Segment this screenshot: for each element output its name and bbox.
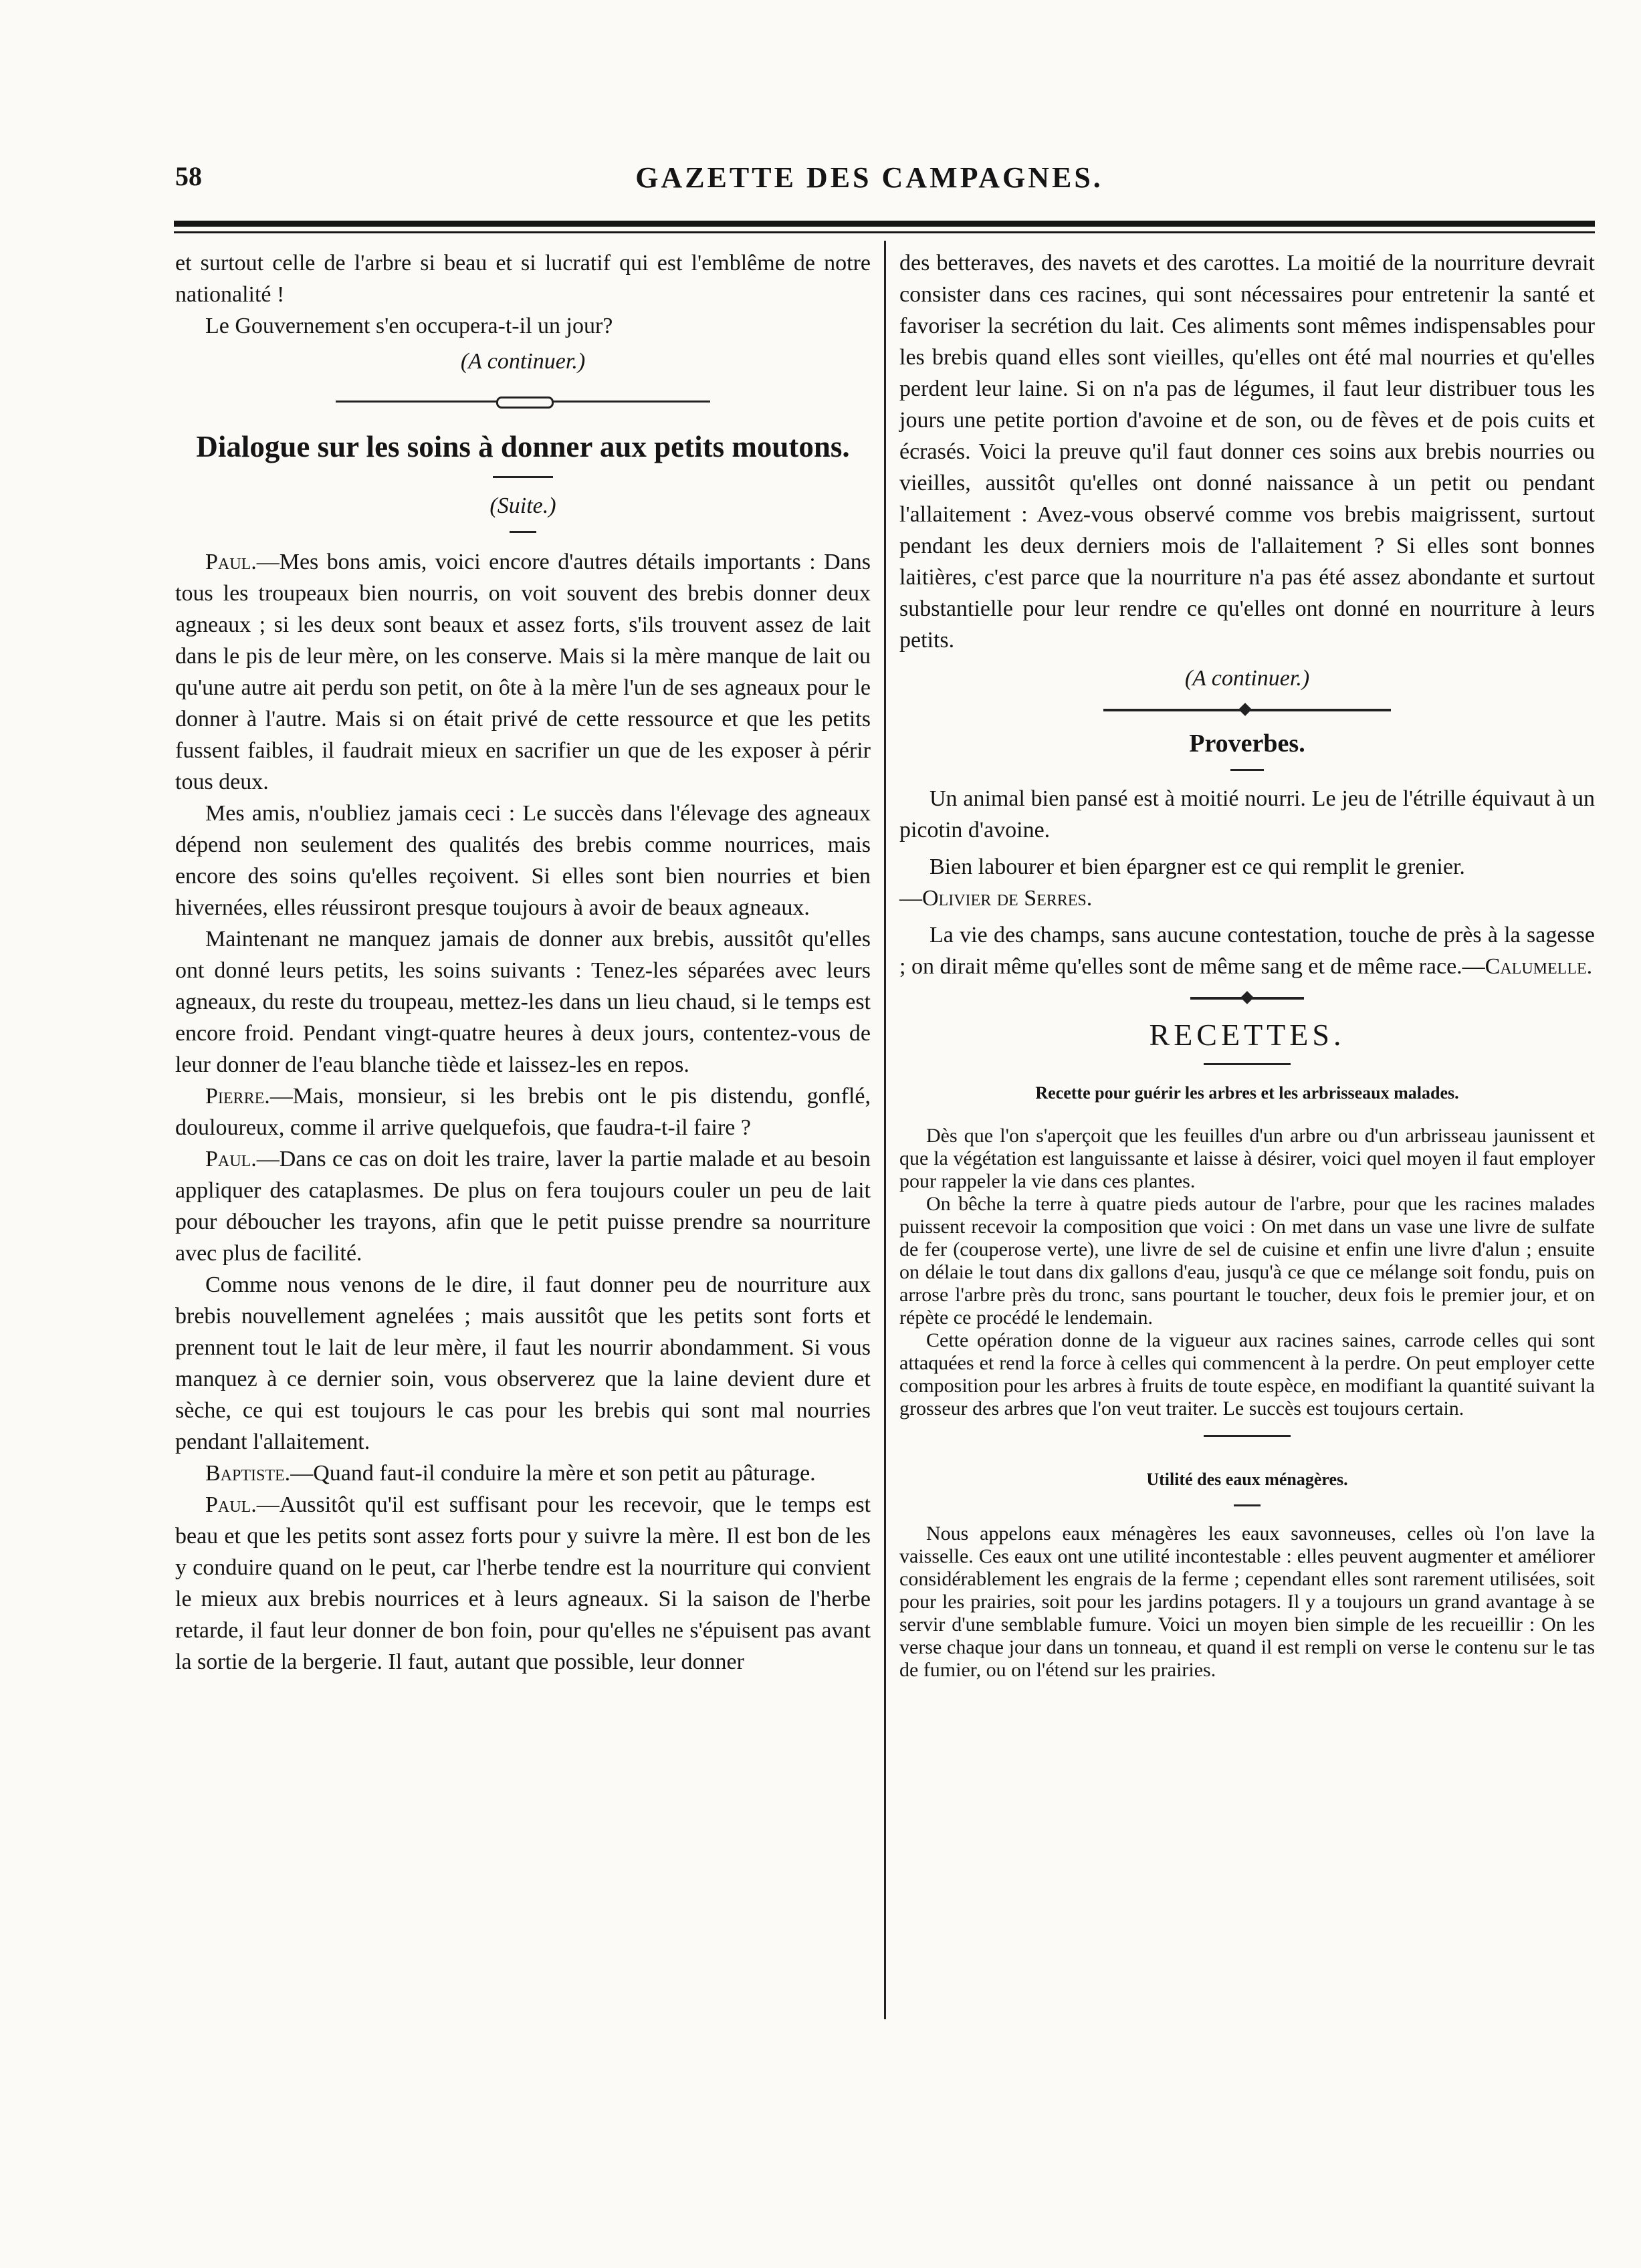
intro-paragraph: et surtout celle de l'arbre si beau et si lucratif qui est l'emblême de notre nationalité ! — [175, 251, 871, 307]
section-title-recettes: RECETTES. — [1149, 1018, 1345, 1052]
proverb: Un animal bien pansé est à moitié nourri. Le jeu de l'étrille équivaut à un picotin d'avoine. — [899, 786, 1595, 842]
suite-rule — [510, 531, 536, 533]
paragraph: Mes amis, n'oubliez jamais ceci : Le succès dans l'élevage des agneaux dépend non seulement des qualités des brebis comme nourrices, mais encore des soins qu'elles reçoivent. Si elles sont bien nourries et bien hivernées, elles réussiront presque toujours à avoir de beaux agneaux. — [175, 801, 871, 920]
speaker: Paul. — [205, 1492, 257, 1517]
continuation-note: (A continuer.) — [460, 349, 586, 374]
header-rule-thick — [174, 221, 1595, 227]
speaker: Paul. — [205, 550, 257, 574]
title-rule — [493, 476, 553, 478]
intro-paragraph-2: Le Gouvernement s'en occupera-t-il un jour? — [205, 314, 613, 338]
paragraph: Paul.—Dans ce cas on doit les traire, laver la partie malade et au besoin appliquer des cataplasmes. De plus on fera toujours couler un peu de lait pour déboucher les trayons, afin que le petit puisse prendre sa nourriture avec plus de facilité. — [175, 1147, 871, 1266]
article-title: Dialogue sur les soins à donner aux petits moutons. — [196, 430, 850, 463]
section-divider — [1103, 709, 1391, 711]
left-column — [175, 247, 871, 1678]
speaker: Pierre. — [205, 1084, 270, 1109]
column-divider — [884, 241, 886, 2019]
paragraph: des betteraves, des navets et des carottes. La moitié de la nourriture devrait consister dans ces racines, qui sont nécessaires pour entretenir la santé et favoriser la secrétion du lait. Ces aliments sont mêmes indispensables pour les brebis quand elles sont vieilles, qu'elles ont été mal nourries et qu'elles perdent leur laine. Si on n'a pas de légumes, il faut leur distribuer tous les jours une petite portion d'avoine et de son, ou de fèves et de pois cuits et écrasés. Voici la preuve qu'il faut donner ces soins aux brebis nourries ou vieilles, aussitôt qu'elles ont donné naissance à un petit ou pendant l'allaitement : Avez-vous observé comme vos brebis maigrissent, surtout pendant les deux derniers mois de l'allaitement ? Si elles sont bonnes laitières, c'est parce que la nourriture n'a pas été assez abondante et surtout substantielle pour leur rendre ce qu'elles ont donné en nourriture à leurs petits. — [899, 251, 1595, 653]
paragraph: Paul.—Aussitôt qu'il est suffisant pour les recevoir, que le temps est beau et que les petits sont assez forts pour y suivre la mère. Il est bon de les y conduire quand on le peut, car l'herbe tendre est la nourriture qui convient le mieux aux brebis nourrices et à leurs agneaux. Si la saison de l'herbe retarde, il faut leur donner de bon foin, pour qu'elles ne s'épuisent pas avant la sortie de la bergerie. Il faut, autant que possible, leur donner — [175, 1492, 871, 1674]
speaker: Baptiste. — [205, 1461, 291, 1486]
paragraph: Maintenant ne manquez jamais de donner aux brebis, aussitôt qu'elles ont donné leurs petits, les soins suivants : Tenez-les séparées avec leurs agneaux, du reste du troupeau, mettez-les dans un lieu chaud, si le temps est encore froid. Pendant vingt-quatre heures à deux jours, contentez-vous de leur donner de l'eau blanche tiède et laissez-les en repos. — [175, 927, 871, 1077]
paragraph: Pierre.—Mais, monsieur, si les brebis ont le pis distendu, gonflé, douloureux, comme il arrive quelquefois, que faudra-t-il faire ? — [175, 1084, 871, 1140]
recipe-title: Utilité des eaux ménagères. — [1146, 1470, 1348, 1489]
recipe-title: Recette pour guérir les arbres et les arbrisseaux malades. — [1035, 1083, 1459, 1103]
header-rule-thin — [174, 231, 1595, 233]
title-rule — [1230, 769, 1264, 771]
running-head: GAZETTE DES CAMPAGNES. — [635, 161, 1103, 194]
section-title-proverbes: Proverbes. — [1189, 729, 1305, 758]
recipe-paragraph: On bêche la terre à quatre pieds autour de l'arbre, pour que les racines malades puissent recevoir la composition que voici : On met dans un vase une livre de sulfate de fer (couperose verte), une livre de sel de cuisine et enfin une livre d'alun ; ensuite on délaie le tout dans dix gallons d'eau, jusqu'à ce que ce mélange soit fondu, puis on arrose l'arbre près du tronc, sans pourtant le toucher, deux fois le premier jour, et on répète ce procédé le lendemain. — [899, 1193, 1595, 1329]
section-divider — [1190, 997, 1304, 1000]
paragraph: Comme nous venons de le dire, il faut donner peu de nourriture aux brebis nouvellement agnelées ; mais aussitôt que les petits sont forts et prennent tout le lait de leur mère, il faut les nourrir abondamment. Si vous manquez à ce dernier soin, vous observerez que la laine devient dure et sèche, ce qui est toujours le cas pour les brebis qui sont mal nourries pendant l'allaitement. — [175, 1272, 871, 1454]
title-rule — [1204, 1063, 1291, 1065]
proverb: La vie des champs, sans aucune contestation, touche de près à la sagesse ; on dirait même qu'elles sont de même sang et de même race.—Calumelle. — [899, 923, 1595, 979]
proverb-author: —Olivier de Serres. — [899, 886, 1093, 911]
recipe-divider — [1204, 1435, 1291, 1437]
paragraph: Paul.—Mes bons amis, voici encore d'autres détails importants : Dans tous les troupeaux bien nourris, on voit souvent des brebis donner deux agneaux ; si les deux sont beaux et assez forts, s'ils trouvent assez de lait dans le pis de leur mère, on les conserve. Mais si la mère manque de lait ou qu'une autre ait perdu son petit, on ôte à la mère l'un de ses agneaux pour le donner à l'autre. Mais si on était privé de cette ressource et que les petits fussent faibles, il faudrait mieux en sacrifier un que de les exposer à périr tous deux. — [175, 550, 871, 794]
proverb-author: —Calumelle. — [1462, 954, 1593, 979]
continuation-note: (A continuer.) — [1184, 666, 1310, 691]
recipe-paragraph: Dès que l'on s'aperçoit que les feuilles d'un arbre ou d'un arbrisseau jaunissent et que la végétation est languissante et laisse à désirer, voici quel moyen il faut employer pour rappeler la vie dans ces plantes. — [899, 1125, 1595, 1192]
recipe-paragraph: Nous appelons eaux ménagères les eaux savonneuses, celles où l'on lave la vaisselle. Ces eaux ont une utilité incontestable : elles peuvent augmenter et améliorer considérablement les engrais de la ferme ; cependant elles sont rarement utilisées, soit pour les prairies, soit pour les jardins potagers. Il y a toujours un grand avantage à se servir d'une semblable fumure. Voici un moyen bien simple de les recueillir : On les verse chaque jour dans un tonneau, et quand il est rempli on verse le contenu sur le tas de fumier, ou on l'étend sur les prairies. — [899, 1522, 1595, 1681]
right-column — [899, 247, 1595, 1682]
ornament-divider — [175, 386, 871, 416]
speaker: Paul. — [205, 1147, 257, 1171]
title-rule — [1234, 1504, 1261, 1506]
paragraph: Baptiste.—Quand faut-il conduire la mère et son petit au pâturage. — [205, 1461, 816, 1486]
proverb: Bien labourer et bien épargner est ce qui remplit le grenier. — [929, 855, 1465, 879]
suite-label: (Suite.) — [489, 493, 556, 518]
recipe-paragraph: Cette opération donne de la vigueur aux racines saines, carrode celles qui sont attaquées et rend la force à celles qui commencent à la perdre. On peut employer cette composition pour les arbres à fruits de toute espèce, en modifiant la quantité suivant la grosseur des arbres que l'on veut traiter. Le succès est toujours certain. — [899, 1329, 1595, 1420]
page-number: 58 — [175, 161, 202, 191]
